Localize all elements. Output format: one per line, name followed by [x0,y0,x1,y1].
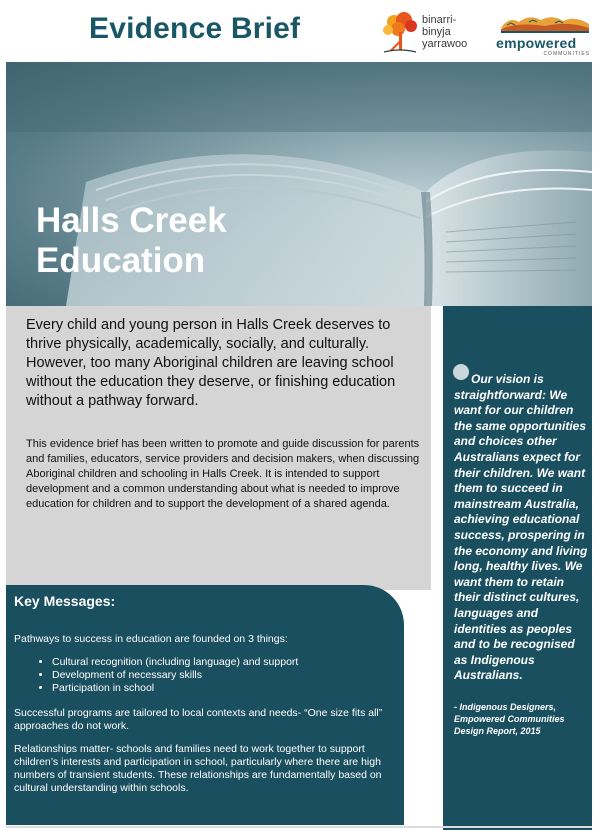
logo-text-line1: binarri- [422,14,457,26]
divider [6,826,592,828]
list-item: • Cultural recognition (including language) and support [52,656,394,669]
binarri-binyja-yarrawoo-logo [380,10,485,56]
key-messages-panel [6,585,404,825]
logo2-subtitle: COMMUNITIES [543,51,590,57]
logo-text-line2: binyja [422,26,451,38]
quote-citation: - Indigenous Designers, Empowered Communities Design Report, 2015 [454,702,565,736]
programs-text: Successful programs are tailored to local contexts and needs- “One size fits all” approaches do not work. [14,707,383,732]
logo-text-line3: yarrawoo [422,38,468,50]
hero-title [36,201,336,281]
vision-quote: Our vision is straightforward: We want for our children the same opportunities and choices other Australians expect for their children. We want them to succeed in mainstream Australia, achieving educational success, prospering in the economy and living long, healthy lives. We want them to retain their distinct cultures, languages and identities as peoples and to be recognised as Indigenous Australians. [454,372,588,683]
hero-title-line1: Halls Creek [36,201,227,240]
key-messages-body [14,633,394,805]
intro-panel [6,306,431,590]
brief-paragraph: This evidence brief has been written to promote and guide discussion for parents and families, educators, service providers and decision makers, when discussing Aboriginal children and schooling in Halls Creek. It is intended to support development and a common understanding about what is needed to improve education for children and to support the development of a shared agenda. [26,438,420,510]
key-messages-title: Key Messages: [14,593,116,609]
quote-panel [443,306,592,830]
pathways-text: Pathways to success in education are founded on 3 things: [14,633,288,645]
relationships-text: Relationships matter- schools and families need to work together to support children’s interests and participation in school, particularly where there are high numbers of transient students. These relationships are fundamentally based on cultural understanding within schools. [14,743,382,794]
page-title: Evidence Brief [89,12,301,45]
hero-banner [6,62,592,306]
skyline-logo-icon [499,14,591,34]
logo2-name: empowered [496,35,577,51]
header [0,0,598,62]
tree-logo-icon [380,10,420,54]
intro-paragraph: Every child and young person in Halls Creek deserves to thrive physically, academically, socially, and culturally. However, too many Aboriginal children are leaving school without the education they deserve, or finishing education without a pathway forward. [26,317,396,409]
list-item: • Development of necessary skills [52,669,394,682]
list-item: • Participation in school [52,682,394,695]
empowered-communities-logo [496,14,594,58]
pathways-list [14,656,394,695]
hero-title-line2: Education [36,241,206,280]
